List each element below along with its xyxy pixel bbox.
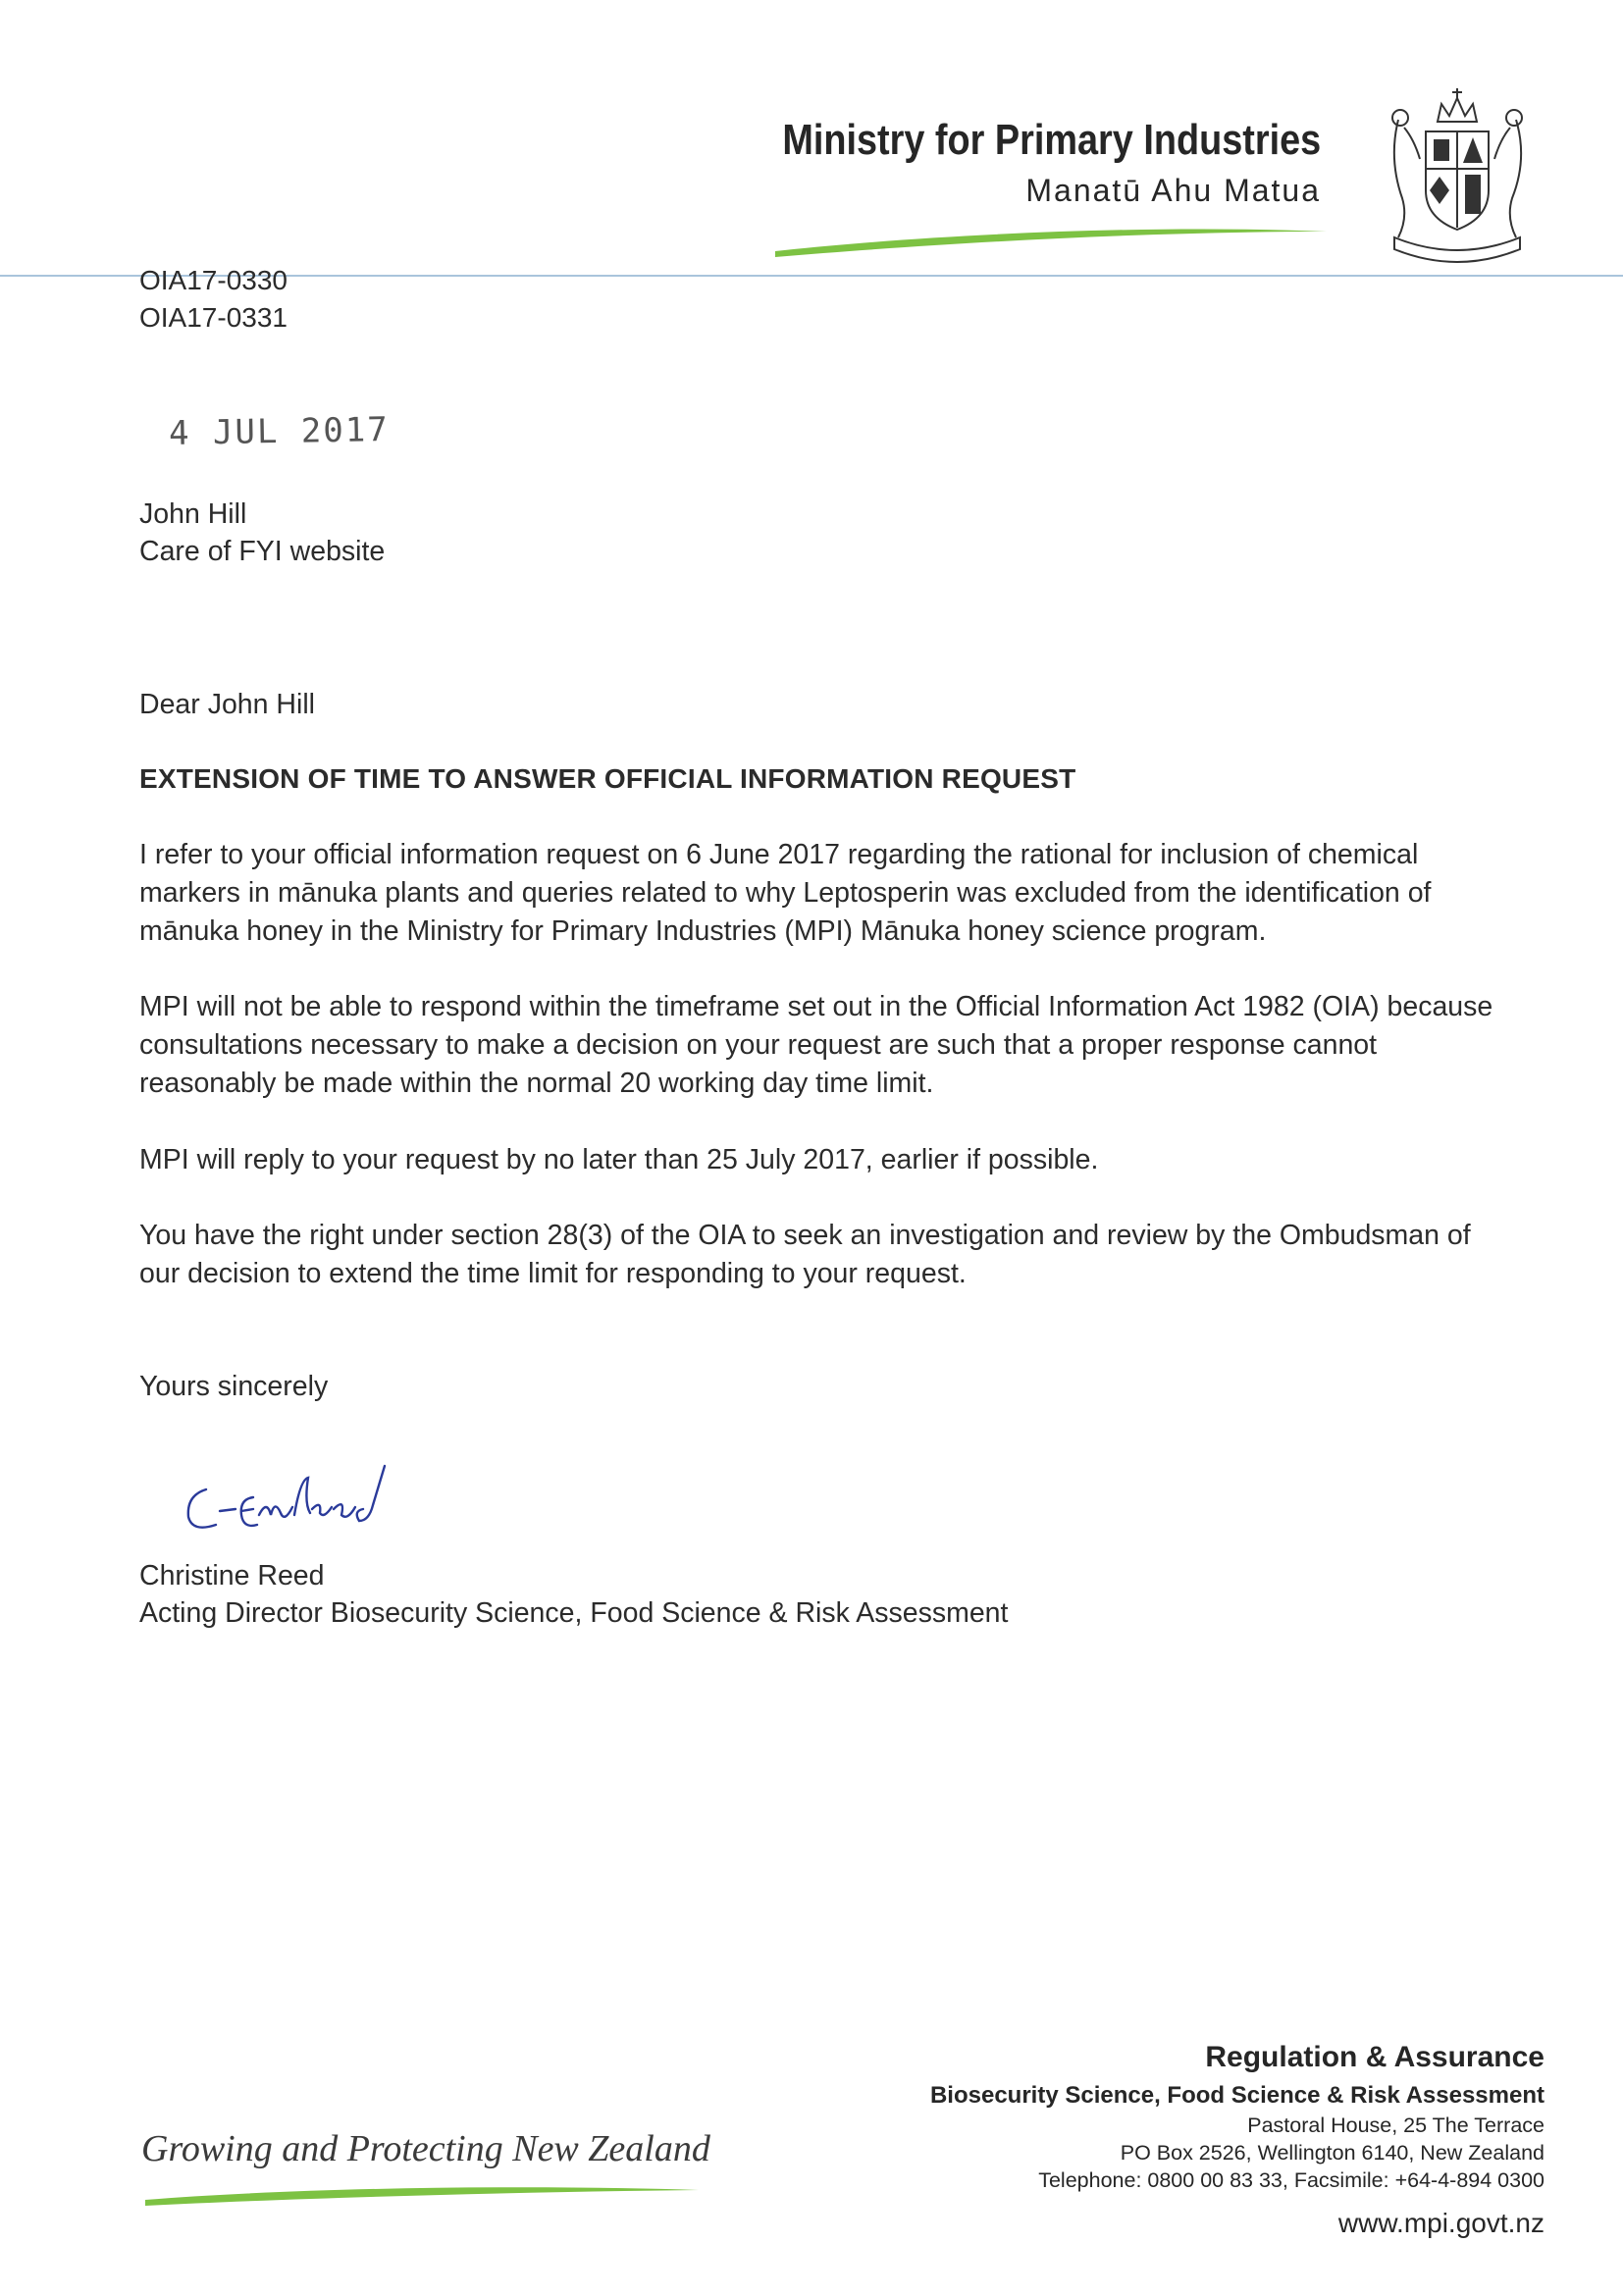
- reference-number: OIA17-0331: [139, 302, 288, 333]
- body-line: MPI will reply to your request by no later than 25 July 2017, earlier if possible.: [139, 1144, 1099, 1175]
- body-line: I refer to your official information request on 6 June 2017 regarding the rational for inclusion of chemical: [139, 839, 1419, 870]
- body-line: You have the right under section 28(3) of the OIA to seek an investigation and review by the Ombudsman of: [139, 1220, 1471, 1251]
- date-stamp: 4 JUL 2017: [168, 410, 391, 453]
- footer-address-line: PO Box 2526, Wellington 6140, New Zealand: [1120, 2141, 1544, 2165]
- footer-website: www.mpi.govt.nz: [1337, 2208, 1544, 2238]
- body-line: consultations necessary to make a decision on your request are such that a proper response cannot: [139, 1029, 1378, 1061]
- body-paragraph: [139, 1217, 1493, 1293]
- body-paragraph: [139, 988, 1493, 1103]
- body-paragraph: [139, 1141, 1493, 1179]
- tagline: Growing and Protecting New Zealand: [141, 2128, 710, 2169]
- signatory-title: Acting Director Biosecurity Science, Food Science & Risk Assessment: [139, 1597, 1009, 1629]
- footer-group: Biosecurity Science, Food Science & Risk Assessment: [929, 2082, 1544, 2109]
- ministry-name: Ministry for Primary Industries: [782, 116, 1321, 164]
- closing: Yours sincerely: [139, 1371, 329, 1402]
- nz-coat-of-arms-icon: [1359, 80, 1555, 277]
- footer-address-line: Telephone: 0800 00 83 33, Facsimile: +64-4-894 0300: [1038, 2168, 1544, 2192]
- signatory-name: Christine Reed: [139, 1560, 325, 1592]
- reference-number: OIA17-0330: [139, 265, 288, 295]
- footer-swoosh: [143, 2180, 703, 2210]
- body-line: markers in mānuka plants and queries related to why Leptosperin was excluded from the identification of: [139, 877, 1432, 909]
- body-line: mānuka honey in the Ministry for Primary Industries (MPI) Mānuka honey science program.: [139, 915, 1267, 947]
- recipient-name: John Hill: [139, 498, 247, 530]
- body-line: MPI will not be able to respond within the timeframe set out in the Official Information Act 1982 (OIA) because: [139, 991, 1493, 1022]
- maori-name: Manatū Ahu Matua: [1025, 173, 1321, 208]
- body-line: reasonably be made within the normal 20 working day time limit.: [139, 1068, 934, 1099]
- salutation: Dear John Hill: [139, 689, 315, 720]
- handwritten-signature: [177, 1460, 491, 1548]
- footer-unit: Regulation & Assurance: [1205, 2041, 1544, 2073]
- body-line: our decision to extend the time limit for responding to your request.: [139, 1258, 967, 1289]
- body-paragraph: [139, 836, 1493, 951]
- recipient-address: Care of FYI website: [139, 536, 386, 567]
- subject-heading: EXTENSION OF TIME TO ANSWER OFFICIAL INFORMATION REQUEST: [139, 763, 1076, 794]
- footer-address-line: Pastoral House, 25 The Terrace: [1247, 2113, 1544, 2137]
- header-swoosh: [771, 218, 1331, 261]
